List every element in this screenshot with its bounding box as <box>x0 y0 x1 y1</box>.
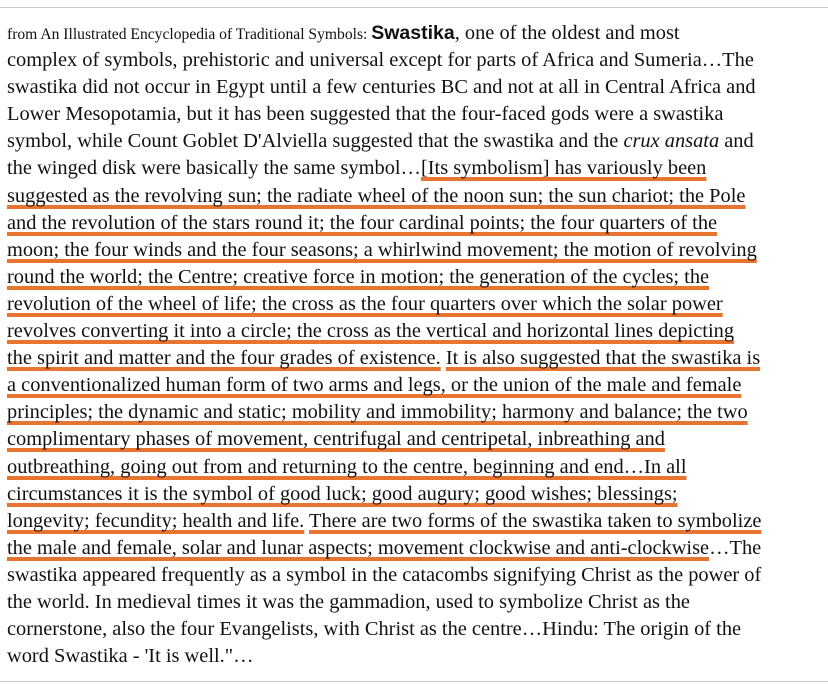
text-segment: , one of the oldest and most <box>454 22 680 44</box>
text-line <box>7 616 822 643</box>
highlighted-text: complimentary phases of movement, centrifugal and centripetal, inbreathing and <box>7 428 665 451</box>
text-line <box>7 237 822 264</box>
text-line <box>7 481 822 508</box>
text-line <box>7 318 822 345</box>
highlighted-text: circumstances it is the symbol of good luck; good augury; good wishes; blessings; <box>7 482 678 505</box>
text-line <box>7 454 822 481</box>
text-line <box>7 155 822 182</box>
text-line <box>7 426 822 453</box>
document-body <box>7 20 822 670</box>
text-segment: the winged disk were basically the same symbol… <box>7 157 421 180</box>
text-segment: swastika did not occur in Egypt until a few centuries BC and not at all in Central Africa and <box>7 76 756 99</box>
italic-term: crux ansata <box>623 130 720 153</box>
highlighted-text: revolution of the wheel of life; the cross as the four quarters over which the solar power <box>7 292 723 315</box>
text-line <box>7 47 822 74</box>
text-segment: Lower Mesopotamia, but it has been suggested that the four-faced gods were a swastika <box>7 103 724 126</box>
highlighted-text: a conventionalized human form of two arms and legs, or the union of the male and female <box>7 374 742 397</box>
highlighted-text: moon; the four winds and the four seasons; a whirlwind movement; the motion of revolving <box>7 238 757 261</box>
text-line <box>7 589 822 616</box>
entry-keyword: Swastika <box>371 22 455 44</box>
highlighted-text: the spirit and matter and the four grades of existence. <box>7 347 441 370</box>
text-segment: cornerstone, also the four Evangelists, with Christ as the centre…Hindu: The origin of the <box>7 618 742 641</box>
highlighted-text: outbreathing, going out from and returning to the centre, beginning and end…In all <box>7 455 687 478</box>
text-line <box>7 264 822 291</box>
text-segment: swastika appeared frequently as a symbol in the catacombs signifying Christ as the power of <box>7 563 762 586</box>
text-segment: the world. In medieval times it was the gammadion, used to symbolize Christ as the <box>7 590 690 613</box>
text-line <box>7 372 822 399</box>
highlighted-text: round the world; the Centre; creative force in motion; the generation of the cycles; the <box>7 265 710 288</box>
text-line <box>7 535 822 562</box>
text-line <box>7 562 822 589</box>
text-line <box>7 399 822 426</box>
text-line <box>7 643 822 670</box>
text-line <box>7 291 822 318</box>
text-line <box>7 183 822 210</box>
highlighted-text: It is also suggested that the swastika is <box>445 347 761 370</box>
highlighted-text: and the revolution of the stars round it; the four cardinal points; the four quarters of the <box>7 211 718 234</box>
bottom-divider <box>0 681 828 682</box>
text-segment: and <box>719 130 754 153</box>
highlighted-text: [Its symbolism] has variously been <box>420 157 707 180</box>
highlighted-text: suggested as the revolving sun; the radiate wheel of the noon sun; the sun chariot; the Pole <box>7 184 746 207</box>
first-line-text <box>455 22 680 44</box>
text-segment: word Swastika - 'It is well."… <box>7 645 254 668</box>
highlighted-text: longevity; fecundity; health and life. <box>7 509 305 532</box>
highlighted-text: revolves converting it into a circle; the cross as the vertical and horizontal lines depicting <box>7 320 735 343</box>
passage-lines <box>7 47 822 670</box>
first-line <box>7 20 822 47</box>
text-segment: complex of symbols, prehistoric and universal except for parts of Africa and Sumeria…The <box>7 49 754 72</box>
top-divider <box>0 7 828 8</box>
highlighted-text: There are two forms of the swastika taken to symbolize <box>309 509 762 532</box>
text-segment: symbol, while Count Goblet D'Alviella suggested that the swastika and the <box>7 130 624 153</box>
text-segment: …The <box>709 536 762 559</box>
text-line <box>7 128 822 155</box>
text-line <box>7 345 822 372</box>
source-attribution: from An Illustrated Encyclopedia of Traditional Symbols: <box>7 26 372 43</box>
text-line <box>7 101 822 128</box>
text-line <box>7 210 822 237</box>
highlighted-text: the male and female, solar and lunar aspects; movement clockwise and anti-clockwise <box>7 536 710 559</box>
text-line <box>7 74 822 101</box>
highlighted-text: principles; the dynamic and static; mobility and immobility; harmony and balance; the two <box>7 401 748 424</box>
text-line <box>7 508 822 535</box>
